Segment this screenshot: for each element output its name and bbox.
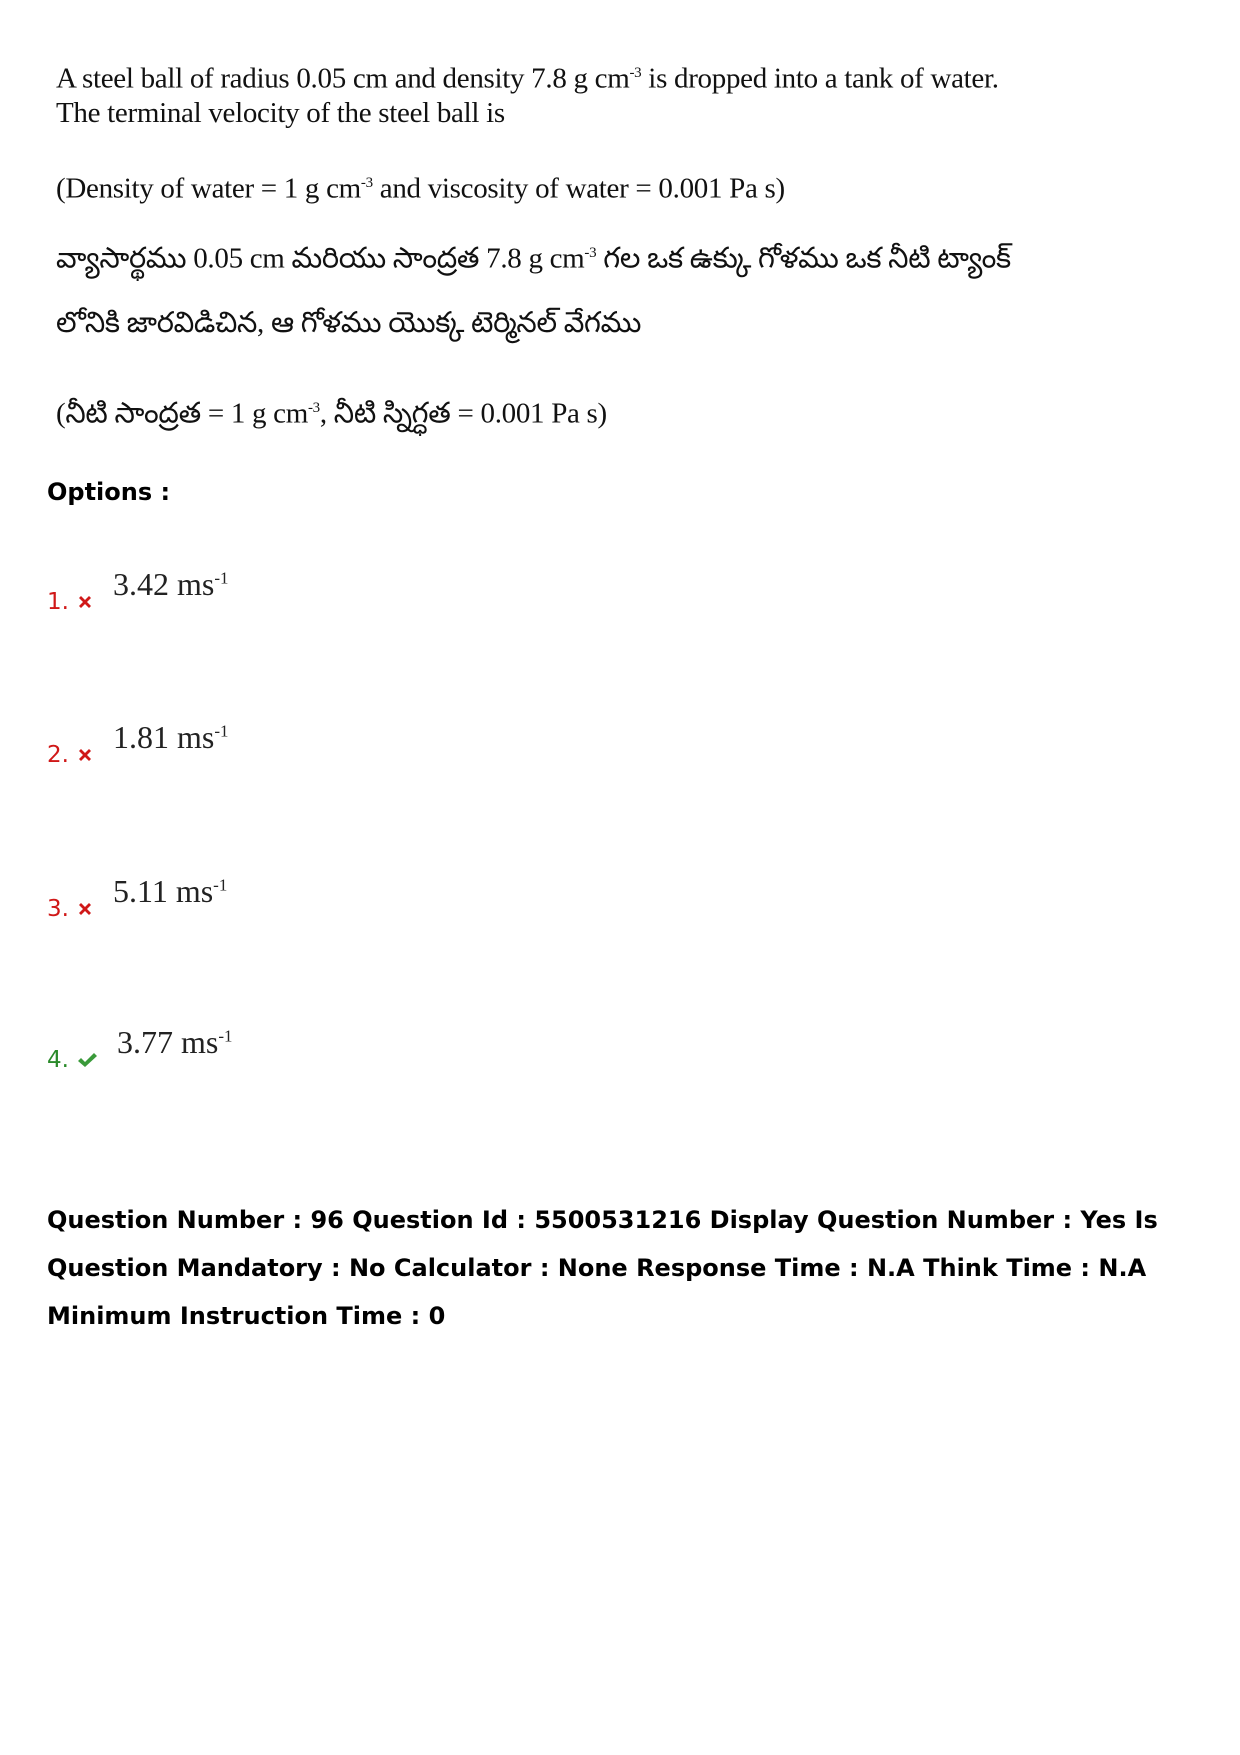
option-value (113, 873, 227, 910)
question-text: వ్యాసార్థము 0.05 cm మరియు సాంద్రత 7.8 g cm (56, 242, 585, 275)
question-line-telugu-1 (56, 235, 1011, 277)
option-number: 3. (47, 896, 69, 922)
check-icon (76, 1051, 98, 1069)
option-value-text: 5.11 ms (113, 873, 214, 909)
question-line-2: The terminal velocity of the steel ball is (56, 97, 505, 129)
exponent: -3 (629, 65, 642, 81)
question-text: , నీటి స్నిగ్ధత = 0.001 Pa s) (319, 397, 607, 430)
exponent: -1 (214, 568, 229, 588)
option-value-text: 3.42 ms (113, 566, 215, 602)
question-text: and viscosity of water = 0.001 Pa s) (372, 172, 785, 205)
question-text: (Density of water = 1 g cm (56, 172, 361, 205)
cross-icon (76, 900, 94, 918)
option-number: 2. (47, 742, 69, 768)
option-number: 4. (47, 1047, 69, 1073)
options-label: Options : (47, 478, 171, 506)
option-value (117, 1024, 233, 1061)
exponent: -1 (213, 875, 228, 895)
option-number: 1. (47, 589, 69, 615)
question-line-telugu-2: లోనికి జారవిడిచిన, ఆ గోళము యొక్క టెర్మినల్ వేగము (56, 307, 642, 339)
question-line-telugu-3 (56, 390, 607, 432)
option-value-text: 3.77 ms (117, 1024, 219, 1060)
question-text: గల ఒక ఉక్కు గోళము ఒక నీటి ట్యాంక్ (596, 242, 1011, 275)
exponent: -3 (584, 245, 597, 261)
question-line-1 (56, 55, 999, 97)
question-text: (నీటి సాంద్రత = 1 g cm (56, 397, 308, 430)
question-text: is dropped into a tank of water. (641, 62, 999, 95)
option-value (113, 566, 229, 603)
exponent: -1 (214, 721, 229, 741)
option-value (113, 719, 229, 756)
exponent: -3 (307, 400, 320, 416)
cross-icon (76, 593, 94, 611)
option-value-text: 1.81 ms (113, 719, 215, 755)
question-line-3 (56, 165, 785, 207)
cross-icon (76, 746, 94, 764)
exponent: -3 (360, 175, 373, 191)
question-metadata: Question Number : 96 Question Id : 5500531216 Display Question Number : Yes Is Question Mandatory : No Calculator : None Response Time : N.A Think Time : N.A Minimum Instruction Time : 0 (47, 1206, 1158, 1330)
exponent: -1 (218, 1026, 233, 1046)
question-text: A steel ball of radius 0.05 cm and density 7.8 g cm (56, 62, 630, 95)
